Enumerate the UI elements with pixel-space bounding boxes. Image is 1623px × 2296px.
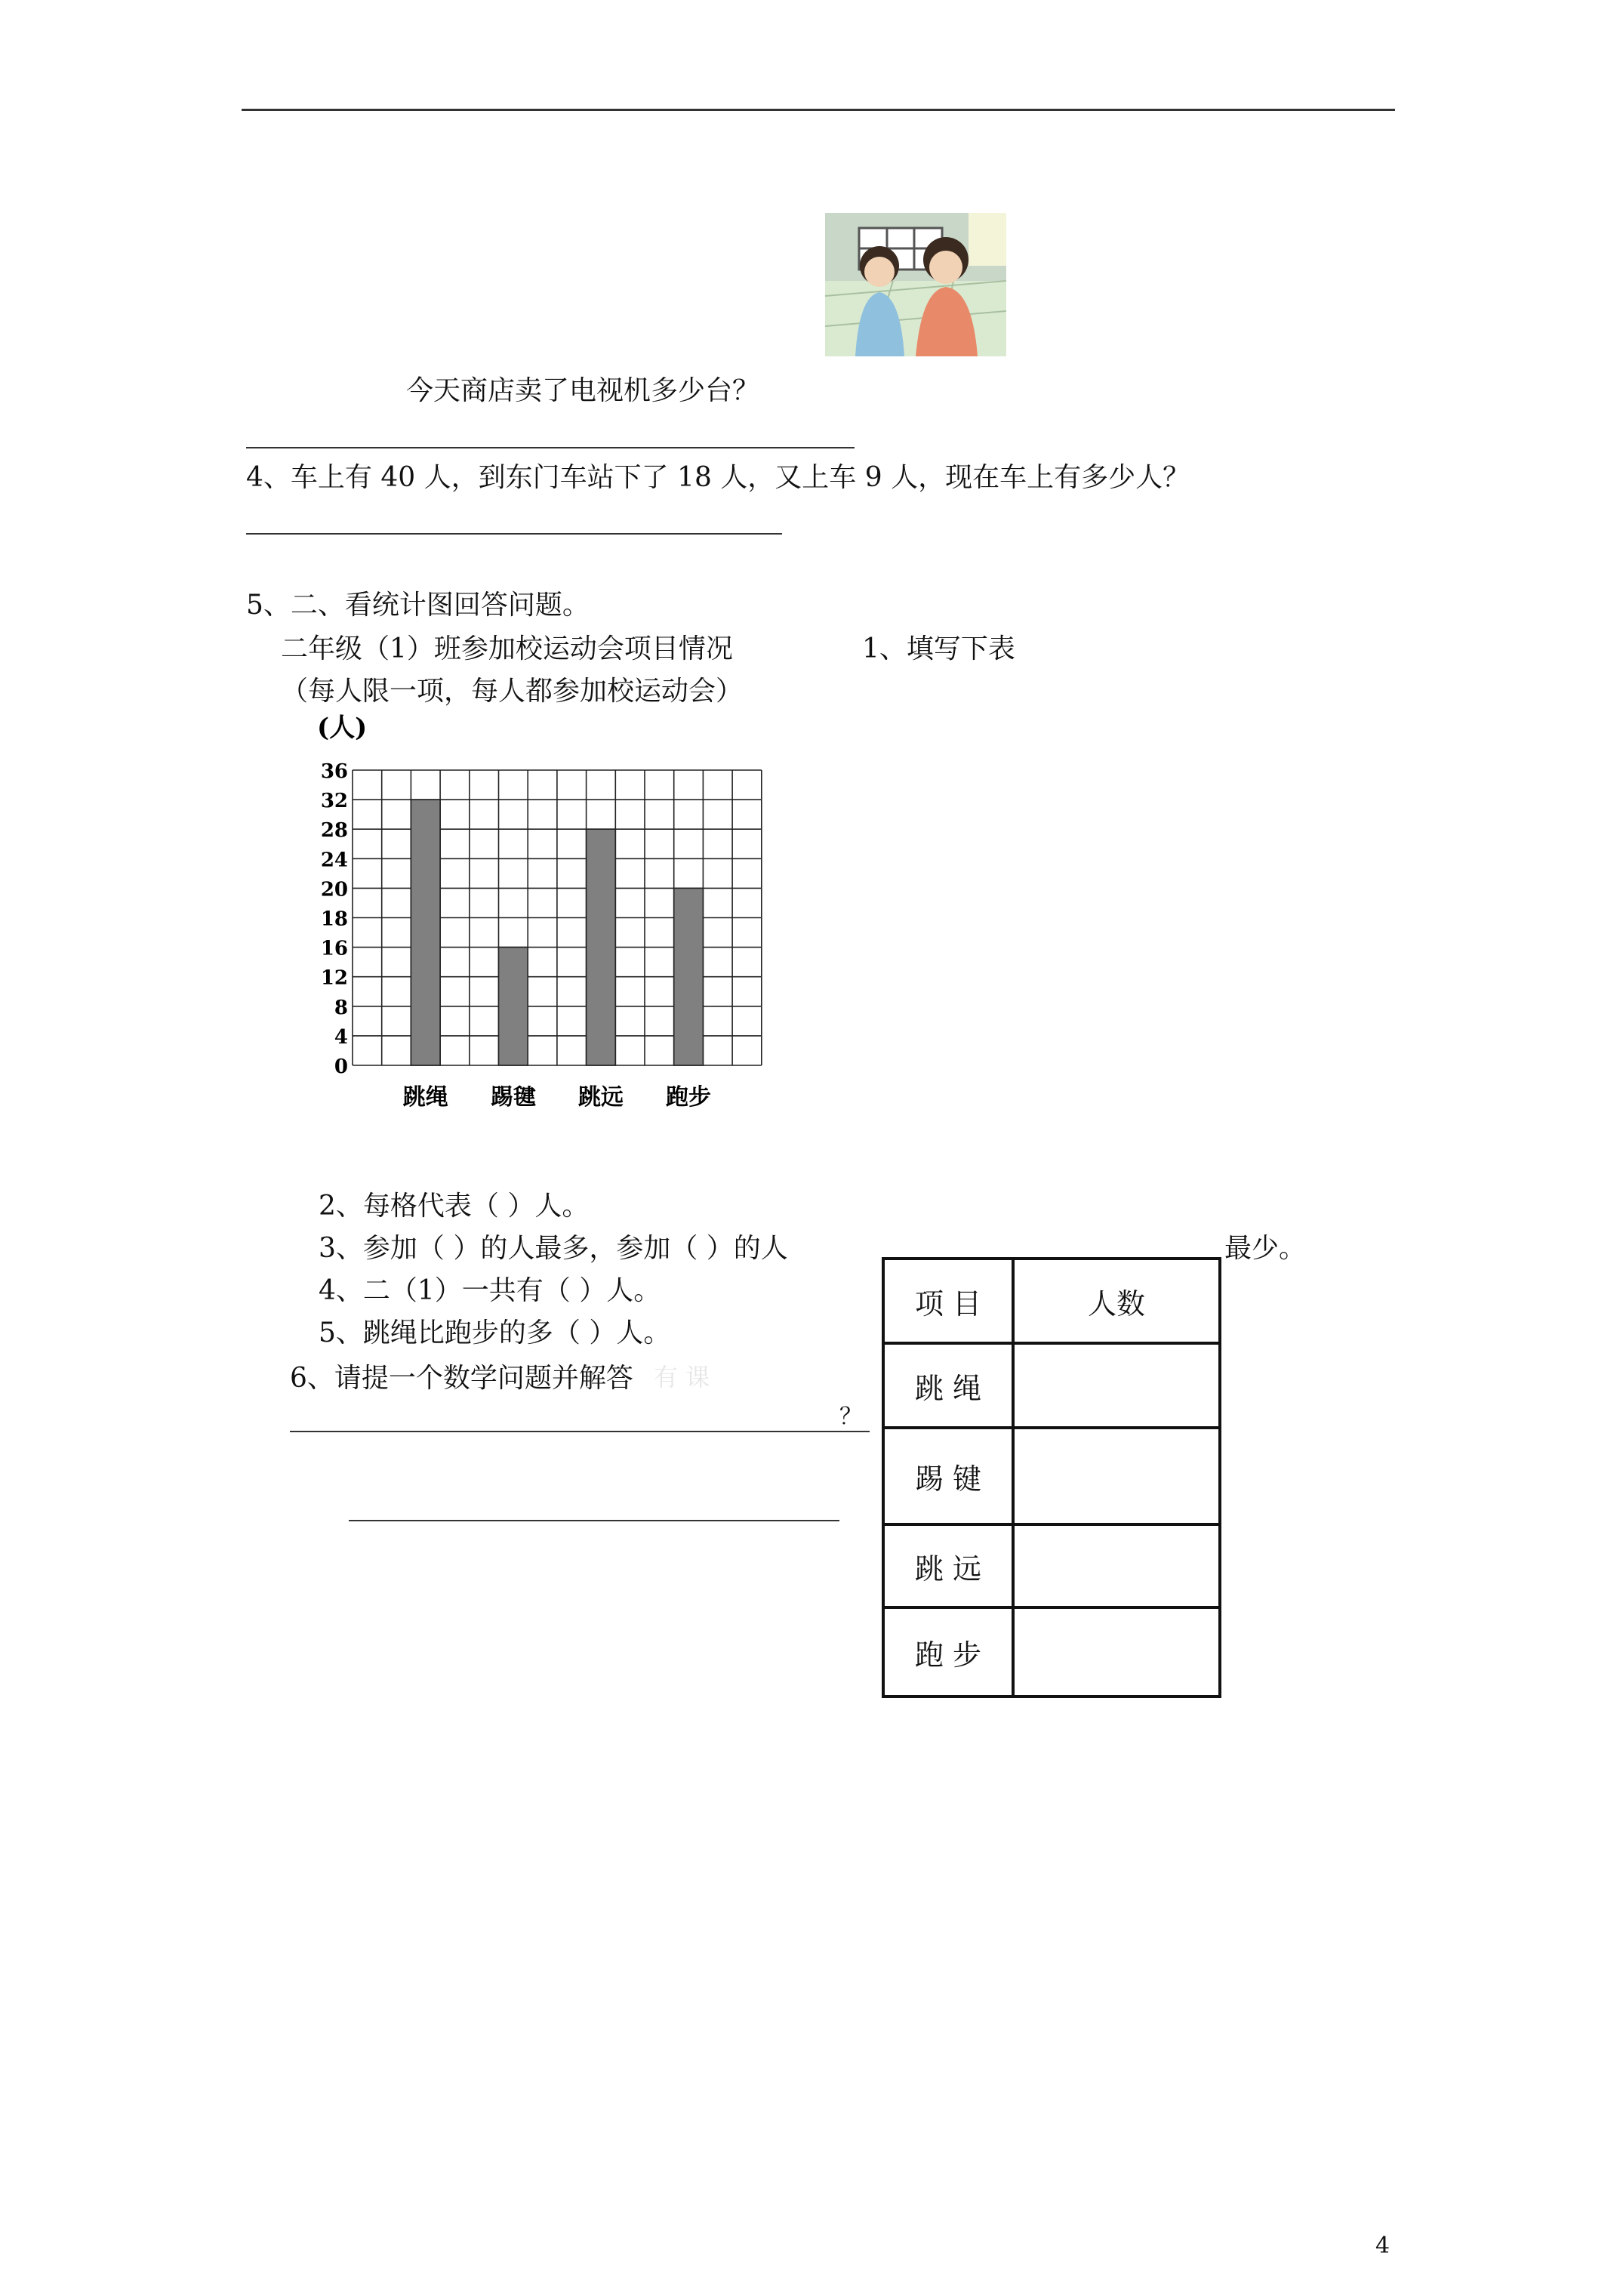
q6-answer-line-1[interactable] (290, 1431, 870, 1432)
bar-跑步 (674, 888, 704, 1065)
table-row-label: 踢 键 (883, 1428, 1013, 1524)
q6-answer-line-2[interactable] (349, 1520, 839, 1521)
y-tick-label: 24 (320, 849, 348, 872)
y-axis-label: (人) (317, 713, 368, 743)
q4-text: 4、车上有 40 人，到东门车站下了 18 人，又上车 9 人，现在车上有多少人？ (246, 462, 1190, 493)
q5-heading: 5、二、看统计图回答问题。 (246, 590, 590, 621)
y-tick-label: 16 (320, 937, 348, 960)
q4-answer-line[interactable] (246, 533, 782, 535)
question-5: 5、跳绳比跑步的多（ ）人。 (319, 1318, 671, 1348)
table-header-count: 人数 (1013, 1259, 1220, 1343)
question-3-tail: 最少。 (1224, 1233, 1307, 1264)
table-answer-cell[interactable] (1013, 1428, 1220, 1524)
question-4: 4、二（1）一共有（ ）人。 (319, 1275, 661, 1306)
y-tick-label: 32 (320, 790, 348, 813)
table-header-item: 项 目 (883, 1259, 1013, 1343)
bar-chart (310, 713, 778, 1121)
question-6-faint-text: 有 课 (654, 1363, 710, 1391)
x-category-label: 跳绳 (402, 1084, 448, 1111)
y-tick-label: 8 (334, 996, 348, 1019)
table-answer-cell[interactable] (1013, 1524, 1220, 1607)
table-row (883, 1428, 1220, 1524)
table-header-row (883, 1259, 1220, 1343)
table-row-label: 跑 步 (883, 1607, 1013, 1697)
x-category-label: 跳远 (577, 1084, 624, 1111)
question-3: 3、参加（ ）的人最多，参加（ ）的人 (319, 1233, 788, 1264)
fill-in-table (882, 1257, 1221, 1698)
y-tick-label: 0 (334, 1056, 348, 1078)
y-tick-label: 36 (320, 760, 348, 783)
x-category-label: 踢毽 (490, 1084, 536, 1111)
y-tick-label: 18 (320, 908, 348, 931)
x-category-label: 跑步 (666, 1084, 712, 1111)
table-row (883, 1607, 1220, 1697)
header-rule (242, 109, 1395, 111)
table-row (883, 1524, 1220, 1607)
two-girls-illustration (825, 213, 1006, 356)
table-row-label: 跳 远 (883, 1524, 1013, 1607)
q3-answer-line[interactable] (246, 447, 855, 448)
table-row (883, 1343, 1220, 1428)
bar-跳远 (587, 829, 616, 1065)
chart-note: （每人限一项，每人都参加校运动会） (281, 676, 744, 707)
table-answer-cell[interactable] (1013, 1607, 1220, 1697)
y-tick-label: 20 (320, 878, 348, 901)
bar-踢毽 (499, 948, 528, 1065)
bar-跳绳 (411, 800, 440, 1065)
chart-title: 二年级（1）班参加校运动会项目情况 (281, 633, 733, 664)
question-6-mark: ？ (839, 1404, 862, 1430)
table-row-label: 跳 绳 (883, 1343, 1013, 1428)
question-6: 6、请提一个数学问题并解答 (290, 1363, 633, 1394)
y-tick-label: 4 (334, 1025, 348, 1049)
q3-question: 今天商店卖了电视机多少台？ (406, 375, 760, 406)
y-tick-label: 28 (320, 819, 348, 843)
task1-label: 1、填写下表 (862, 633, 1015, 664)
page-number: 4 (1375, 2233, 1390, 2259)
table-answer-cell[interactable] (1013, 1343, 1220, 1428)
question-2: 2、每格代表（ ）人。 (319, 1191, 590, 1222)
y-tick-label: 12 (320, 966, 348, 990)
